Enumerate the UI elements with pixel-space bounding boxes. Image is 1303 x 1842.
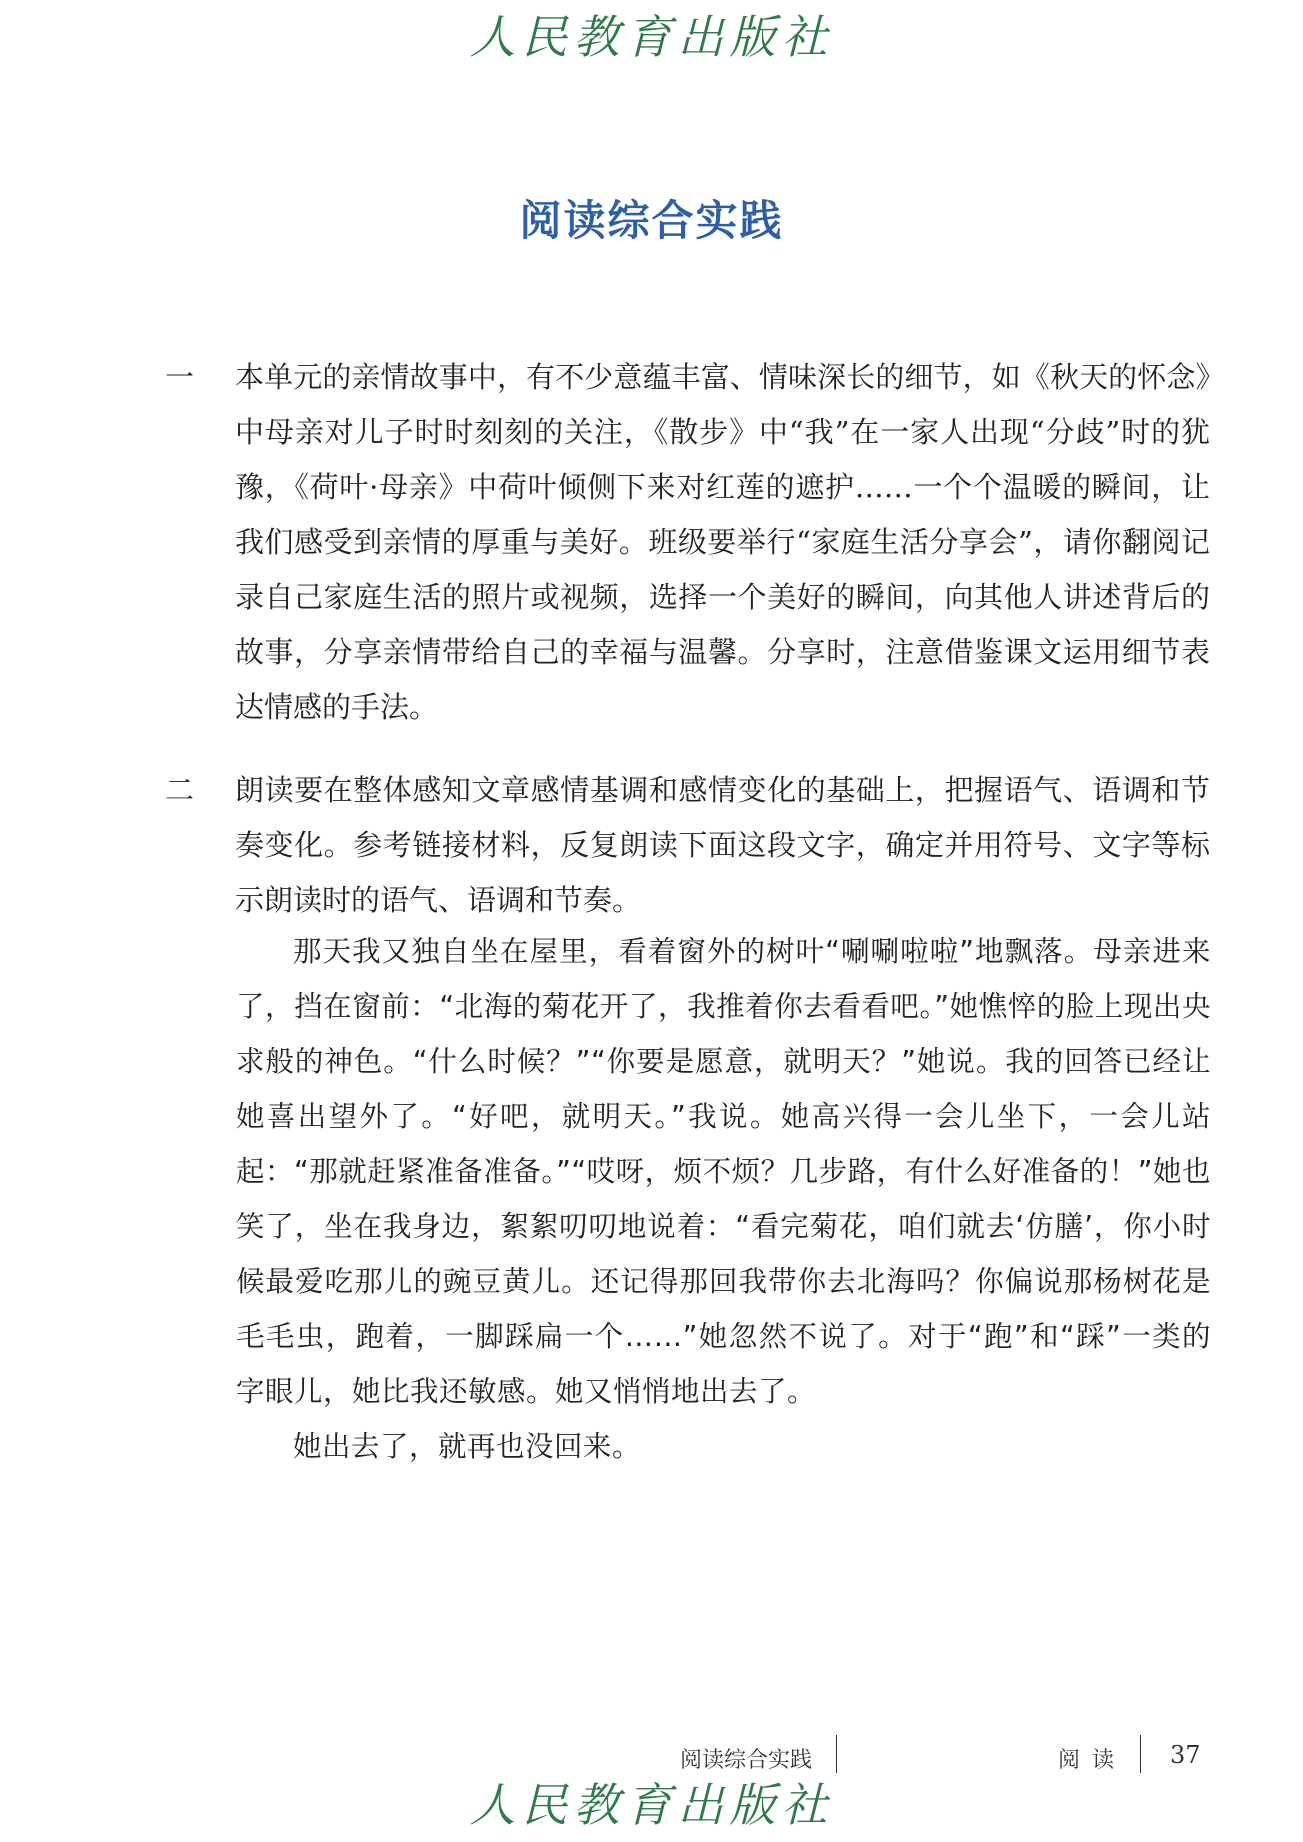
publisher-logo-bottom: 人民教育出版社 [469, 1778, 834, 1832]
exercise-number: 一 [165, 360, 195, 394]
exercise-text [235, 763, 1210, 928]
footer-section-title: 阅读综合实践 [680, 1748, 813, 1773]
page-footer [0, 1733, 1303, 1783]
quoted-passage [236, 924, 1211, 1474]
publisher-logo-top: 人民教育出版社 [469, 10, 834, 64]
exercise-paragraph: 朗读要在整体感知文章感情基调和感情变化的基础上，把握语气、语调和节奏变化。参考链接材料，反复朗读下面这段文字，确定并用符号、文字等标示朗读时的语气、语调和节奏。 [235, 773, 1210, 917]
footer-part-title: 阅读 [1058, 1748, 1127, 1773]
exercise-1 [165, 350, 1210, 735]
exercise-number: 二 [165, 773, 195, 807]
exercise-text [235, 350, 1210, 735]
page-title: 阅读综合实践 [519, 196, 784, 245]
passage-paragraph: 她出去了，就再也没回来。 [293, 1430, 642, 1463]
passage-paragraph: 那天我又独自坐在屋里，看着窗外的树叶“唰唰啦啦”地飘落。母亲进来了，挡在窗前：“北海的菊花开了，我推着你去看看吧。”她憔悴的脸上现出央求般的神色。“什么时候？”“你要是愿意，就明天？”她说。我的回答已经让她喜出望外了。“好吧，就明天。”我说。她高兴得一会儿坐下，一会儿站起：“那就赶紧准备准备。”“哎呀，烦不烦？几步路，有什么好准备的！”她也笑了，坐在我身边，絮絮叨叨地说着：“看完菊花，咱们就去‘仿膳’，你小时候最爱吃那儿的豌豆黄儿。还记得那回我带你去北海吗？你偏说那杨树花是毛毛虫，跑着，一脚踩扁一个……”她忽然不说了。对于“跑”和“踩”一类的字眼儿，她比我还敏感。她又悄悄地出去了。 [236, 935, 1211, 1408]
footer-divider [1140, 1735, 1141, 1773]
footer-divider [836, 1735, 837, 1773]
exercise-paragraph: 本单元的亲情故事中，有不少意蕴丰富、情味深长的细节，如《秋天的怀念》中母亲对儿子时时刻刻的关注，《散步》中“我”在一家人出现“分歧”时的犹豫，《荷叶·母亲》中荷叶倾侧下来对红莲的遮护……一个个温暖的瞬间，让我们感受到亲情的厚重与美好。班级要举行“家庭生活分享会”，请你翻阅记录自己家庭生活的照片或视频，选择一个美好的瞬间，向其他人讲述背后的故事，分享亲情带给自己的幸福与温馨。分享时，注意借鉴课文运用细节表达情感的手法。 [235, 360, 1210, 724]
page-number: 37 [1170, 1741, 1201, 1769]
exercise-2 [165, 763, 1210, 928]
